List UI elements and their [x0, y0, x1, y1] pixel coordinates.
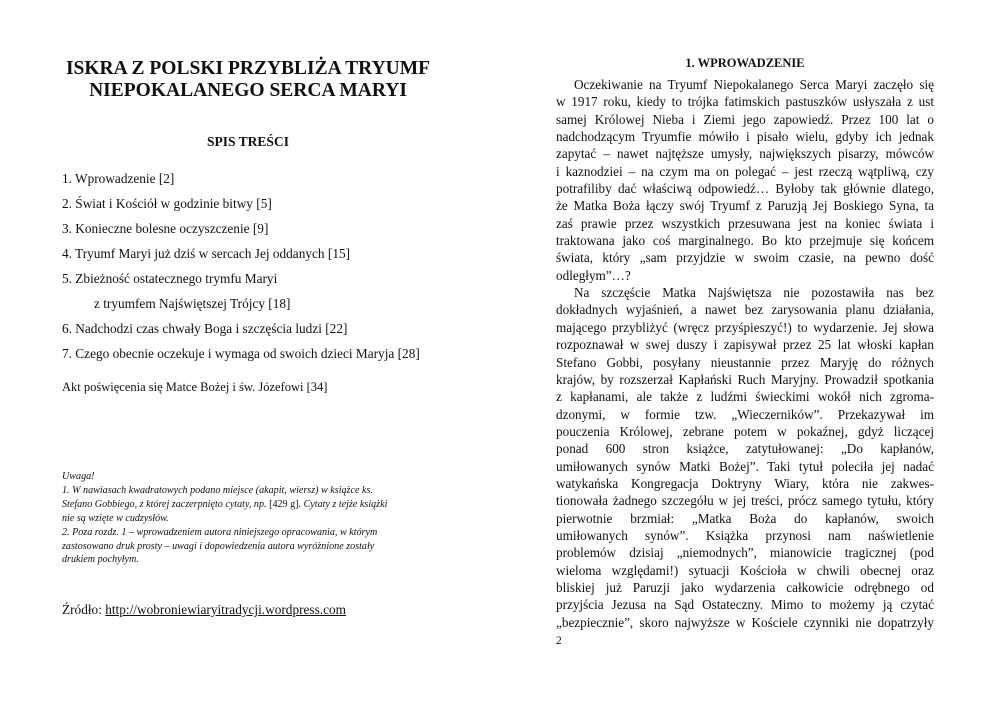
toc-item: 6. Nadchodzi czas chwały Boga i szczęścia ludzi [22] — [62, 321, 348, 336]
toc-item: 3. Konieczne bolesne oczyszczenie [9] — [62, 221, 269, 236]
text-line: dzonymi, w formie tzw. „Wieczerników”. Przekazywał im — [556, 406, 934, 422]
note-text: . Cytaty z tejże książki — [298, 498, 388, 510]
text-line: świata, który „sam przyjdzie w swoim czasie, na pewno dość — [556, 250, 934, 266]
note-line: zastosowano druk prosty – uwagi i dopowiedzenia autora wyróżnione zostały — [62, 540, 375, 552]
section-heading: 1. WPROWADZENIE — [685, 56, 805, 70]
toc-item: 5. Zbieżność ostatecznego trymfu Maryi — [62, 271, 278, 286]
note-text: Stefano Gobbiego, z której zaczerpnięto cytaty, np. — [62, 498, 270, 510]
text-line: nadchodzącym Tryumfie mówiło i pisało wielu, gdyby ich jednak — [556, 129, 934, 145]
text-line: zaś prawie przez wszystkich przesuwana jest na koniec świata i — [556, 215, 934, 231]
note-line: nie są wzięte w cudzysłów. — [62, 512, 169, 524]
text-line: problemów dzisiaj „niemodnych”, mianowicie tragicznej (pod — [556, 545, 934, 561]
text-line: Na szczęście Matka Najświętsza nie pozostawiła nas bez — [574, 285, 934, 301]
note-line: 1. W nawiasach kwadratowych podano miejsce (akapit, wiersz) w książce ks. — [62, 484, 373, 496]
note-line — [62, 498, 462, 512]
note-example-ref: [429 g] — [269, 498, 299, 510]
toc-item: 2. Świat i Kościół w godzinie bitwy [5] — [62, 196, 272, 211]
text-line: bliskiej już Paruzji jako wydarzenia całkowicie odrębnego od — [556, 579, 934, 595]
toc-heading: SPIS TREŚCI — [207, 134, 289, 149]
text-line: że Matka Boża łączy swój Tryumf z Paruzją Jej Boskiego Syna, ta — [556, 198, 934, 214]
text-line: Stefano Gobbi, posyłany nieustannie przez Maryję do różnych — [556, 354, 934, 370]
source-line — [62, 602, 346, 618]
toc-item: 1. Wprowadzenie [2] — [62, 171, 175, 186]
text-line: wieloma względami!) sytuacji Kościoła w chwili obecnej oraz — [556, 562, 934, 578]
text-line: rozpoznawał w swej duszy i zapisywał przez 25 lat włoski kapłan — [556, 337, 934, 353]
page-number: 2 — [556, 635, 562, 647]
text-line: z kapłanami, ale także z ludźmi świeckimi wokół nich zgroma- — [556, 389, 934, 405]
text-line: odległym”…? — [556, 267, 631, 283]
text-line: zapytać – nawet najtęższe umysły, największych pisarzy, mówców — [556, 146, 934, 162]
table-of-contents — [62, 170, 482, 370]
text-line: pierwotnie brzmiał: „Matka Boża do kapłanów, swoich — [556, 510, 934, 526]
toc-item: 4. Tryumf Maryi już dziś w sercach Jej oddanych [15] — [62, 246, 351, 261]
text-line: ponad 600 stron książce, zatytułowanej: „Do kapłanów, — [556, 441, 934, 457]
title-line: ISKRA Z POLSKI PRZYBLIŻA TRYUMF — [65, 58, 431, 79]
text-line: Oczekiwanie na Tryumf Niepokalanego Serca Maryi zaczęło się — [574, 77, 934, 92]
text-line: tionowała żadnego szczegółu w jej treści, prócz samego tytułu, który — [556, 493, 934, 509]
text-line: krajów, by rozszerzał Kapłański Ruch Maryjny. Prowadził spotkania — [556, 371, 934, 387]
note-heading: Uwaga! — [62, 471, 95, 482]
text-line: i kaznodziei – na czym ma on polegać – jest rzeczą wątpliwą, czy — [556, 163, 934, 179]
note-block — [62, 470, 462, 567]
text-line: „bezpiecznie”, skoro najwyższe w Kościele czynniki nie dopatrzyły — [556, 614, 934, 630]
text-line: samej Królowej Nieba i Ziemi jego zapowiedź. Przez 100 lat o — [556, 111, 934, 127]
note-line: drukiem pochyłym. — [62, 554, 139, 566]
text-line: watykańska Kongregacja Doktryny Wiary, która nie zakwes- — [556, 475, 934, 491]
body-text — [556, 76, 934, 631]
text-line: w 1917 roku, kiedy to trójka fatimskich pastuszków usłyszała z ust — [556, 94, 934, 110]
text-line: mającego przybliżyć (wręcz przyśpieszyć!) to wydarzenie. Jej słowa — [556, 319, 934, 335]
source-label: Źródło: — [62, 602, 106, 617]
toc-item: 7. Czego obecnie oczekuje i wymaga od swoich dzieci Maryja [28] — [62, 346, 420, 361]
text-line: umiłowanych synów”. Książka przynosi nam naświetlenie — [556, 527, 934, 543]
text-line: traktowana jako coś marginalnego. Bo kto przejmuje się końcem — [556, 233, 934, 249]
document-title — [40, 58, 456, 102]
text-line: przyjścia Jezusa na Sąd Ostateczny. Mimo to możemy ją czytać — [556, 597, 934, 613]
toc-item-continuation: z tryumfem Najświętszej Trójcy [18] — [94, 296, 291, 311]
toc-extra-item: Akt poświęcenia się Matce Bożej i św. Józefowi [34] — [62, 380, 328, 394]
text-line: potrafiliby dać właściwą odpowiedź… Byłoby tak głównie dlatego, — [556, 181, 934, 197]
text-line: umiłowanych synów Matki Bożej”. Taki tytuł poleciła jej nadać — [556, 458, 934, 474]
text-line: pouczenia Królowej, zebrane potem w pokaźnej, gdyż liczącej — [556, 423, 934, 439]
note-line: 2. Poza rozdz. 1 – wprowadzeniem autora niniejszego opracowania, w którym — [62, 526, 378, 538]
title-line: NIEPOKALANEGO SERCA MARYI — [89, 80, 407, 101]
text-line: dokładnych wyjaśnień, a nawet bez zarysowania planu działania, — [556, 302, 934, 318]
source-link[interactable]: http://wobroniewiaryitradycji.wordpress.com — [105, 602, 346, 617]
